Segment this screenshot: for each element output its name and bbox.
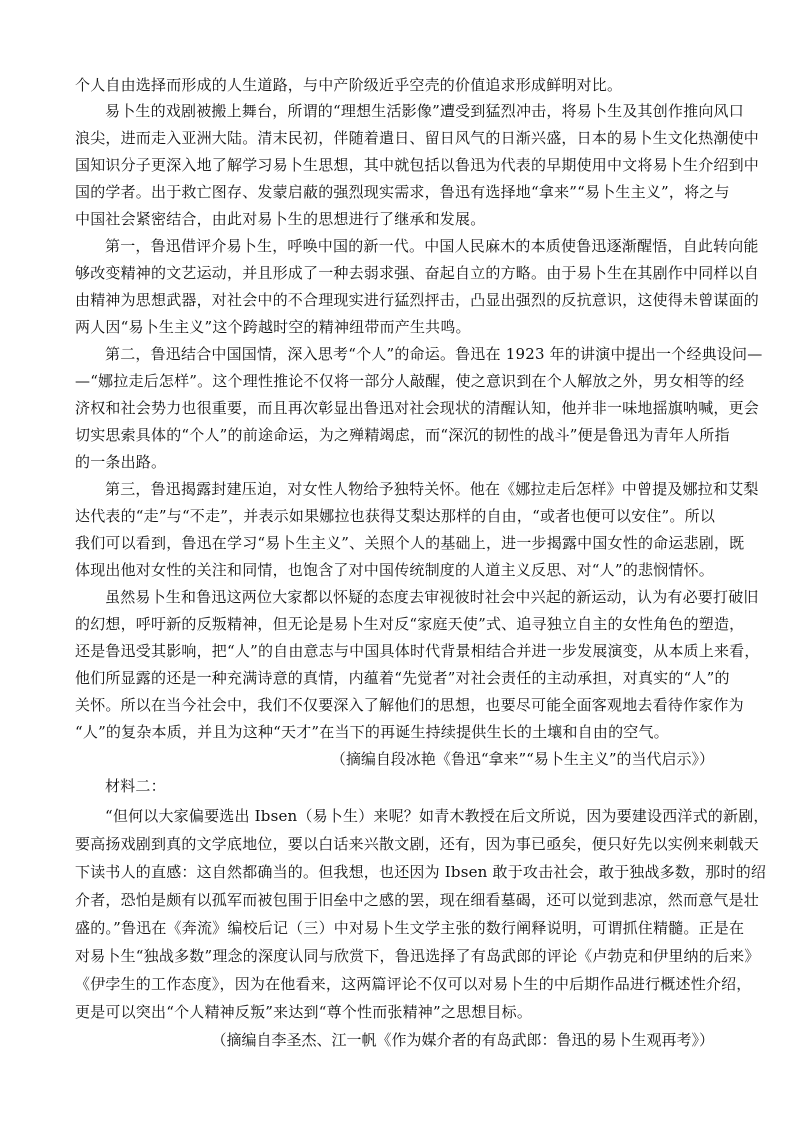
text-line: 第二，鲁迅结合中国国情，深入思考“个人”的命运。鲁迅在 1923 年的讲演中提出一个经典设问— bbox=[105, 345, 763, 363]
text-line: —“娜拉走后怎样”。这个理性推论不仅将一部分人敲醒，使之意识到在个人解放之外，男女相等的经 bbox=[75, 372, 745, 390]
text-line: 易卜生的戏剧被搬上舞台，所谓的“理想生活影像”遭受到猛烈冲击，将易卜生及其创作推向风口 bbox=[105, 102, 744, 120]
text-line: 还是鲁迅受其影响，把“人”的自由意志与中国具体时代背景相结合并进一步发展演变，从本质上来看， bbox=[75, 642, 760, 660]
text-line: 下读书人的直感：这自然都确当的。但我想，也还因为 Ibsen 敢于攻击社会，敢于独战多数，那时的绍 bbox=[75, 863, 767, 881]
text-line: “但何以大家偏要选出 Ibsen（易卜生）来呢？如青木教授在后文所说，因为要建设西洋式的新剧， bbox=[105, 807, 769, 825]
text-line: 更是可以突出“个人精神反叛”来达到“尊个性而张精神”之思想目标。 bbox=[75, 1003, 533, 1021]
text-line: 关怀。所以在当今社会中，我们不仅要深入了解他们的思想，也要尽可能全面客观地去看待作家作为 bbox=[75, 696, 744, 714]
source-citation: （摘编自段冰艳《鲁迅“拿来”“易卜生主义”的当代启示》） bbox=[330, 750, 714, 768]
text-line: 够改变精神的文艺运动，并且形成了一种去弱求强、奋起自立的方略。由于易卜生在其剧作中同样以自 bbox=[75, 264, 760, 282]
text-line: 中国社会紧密结合，由此对易卜生的思想进行了继承和发展。 bbox=[75, 210, 486, 228]
text-line: 我们可以看到，鲁迅在学习“易卜生主义”、关照个人的基础上，进一步揭露中国女性的命运悲剧，既 bbox=[75, 534, 745, 552]
text-line: 盛的。”鲁迅在《奔流》编校后记（三）中对易卜生文学主张的数行阐释说明，可谓抓住精髓。正是在 bbox=[75, 919, 745, 937]
text-line: 由精神为思想武器，对社会中的不合理现实进行猛烈抨击，凸显出强烈的反抗意识，这使得未曾谋面的 bbox=[75, 291, 760, 309]
text-line: 介者，恐怕是颇有以孤军而被包围于旧垒中之感的罢，现在细看墓碣，还可以觉到悲凉，然而意气是壮 bbox=[75, 891, 760, 909]
text-line: 的幻想，呼吁新的反叛精神，但无论是易卜生对反“家庭天使”式、追寻独立自主的女性角色的塑造， bbox=[75, 615, 745, 633]
text-line: 第三，鲁迅揭露封建压迫，对女性人物给予独特关怀。他在《娜拉走后怎样》中曾提及娜拉和艾梨 bbox=[105, 480, 759, 498]
text-line: 达代表的“走”与“不走”，并表示如果娜拉也获得艾梨达那样的自由，“或者也便可以安住”。所以 bbox=[75, 507, 716, 525]
text-line: 两人因“易卜生主义”这个跨越时空的精神纽带而产生共鸣。 bbox=[75, 318, 471, 336]
text-line: 个人自由选择而形成的人生道路，与中产阶级近乎空壳的价值追求形成鲜明对比。 bbox=[75, 76, 623, 94]
text-line: “人”的复杂本质，并且为这种“天才”在当下的再诞生持续提供生长的土壤和自由的空气。 bbox=[75, 723, 669, 741]
text-line: 虽然易卜生和鲁迅这两位大家都以怀疑的态度去审视彼时社会中兴起的新运动，认为有必要打破旧 bbox=[105, 588, 759, 606]
text-line: 他们所显露的还是一种充满诗意的真情，内蕴着“先觉者”对社会责任的主动承担，对真实的“人”的 bbox=[75, 669, 730, 687]
text-line: 第一，鲁迅借评介易卜生，呼唤中国的新一代。中国人民麻木的本质使鲁迅逐渐醒悟，自此转向能 bbox=[105, 237, 759, 255]
text-line: 国知识分子更深入地了解学习易卜生思想，其中就包括以鲁迅为代表的早期使用中文将易卜生介绍到中 bbox=[75, 156, 760, 174]
text-line: 浪尖，进而走入亚洲大陆。清末民初，伴随着遣日、留日风气的日渐兴盛，日本的易卜生文化热潮使中 bbox=[75, 129, 760, 147]
text-line: 切实思索具体的“个人”的前途命运，为之殚精竭虑，而“深沉的韧性的战斗”便是鲁迅为青年人所指 bbox=[75, 426, 730, 444]
text-line: 体现出他对女性的关注和同情，也饱含了对中国传统制度的人道主义反思、对“人”的悲悯情怀。 bbox=[75, 561, 714, 579]
text-line: 的一条出路。 bbox=[75, 453, 167, 471]
text-line: 济权和社会势力也很重要，而且再次彰显出鲁迅对社会现状的清醒认知，他并非一味地摇旗呐喊，更会 bbox=[75, 399, 760, 417]
section-heading: 材料二： bbox=[105, 777, 166, 795]
text-line: 《伊孛生的工作态度》，因为在他看来，这两篇评论不仅可以对易卜生的中后期作品进行概述性介绍， bbox=[75, 975, 752, 993]
text-line: 要高扬戏剧到真的文学底地位，要以白话来兴散文剧，还有，因为事已亟矣，便只好先以实例来刺戟天 bbox=[75, 835, 760, 853]
source-citation: （摘编自李圣杰、江一帆《作为媒介者的有岛武郎：鲁迅的易卜生观再考》） bbox=[211, 1031, 714, 1049]
text-line: 国的学者。出于救亡图存、发蒙启蔽的强烈现实需求，鲁迅有选择地“拿来”“易卜生主义”，将之与 bbox=[75, 183, 730, 201]
text-line: 对易卜生“独战多数”理念的深度认同与欣赏下，鲁迅选择了有岛武郎的评论《卢勃克和伊里纳的后来》 bbox=[75, 947, 760, 965]
